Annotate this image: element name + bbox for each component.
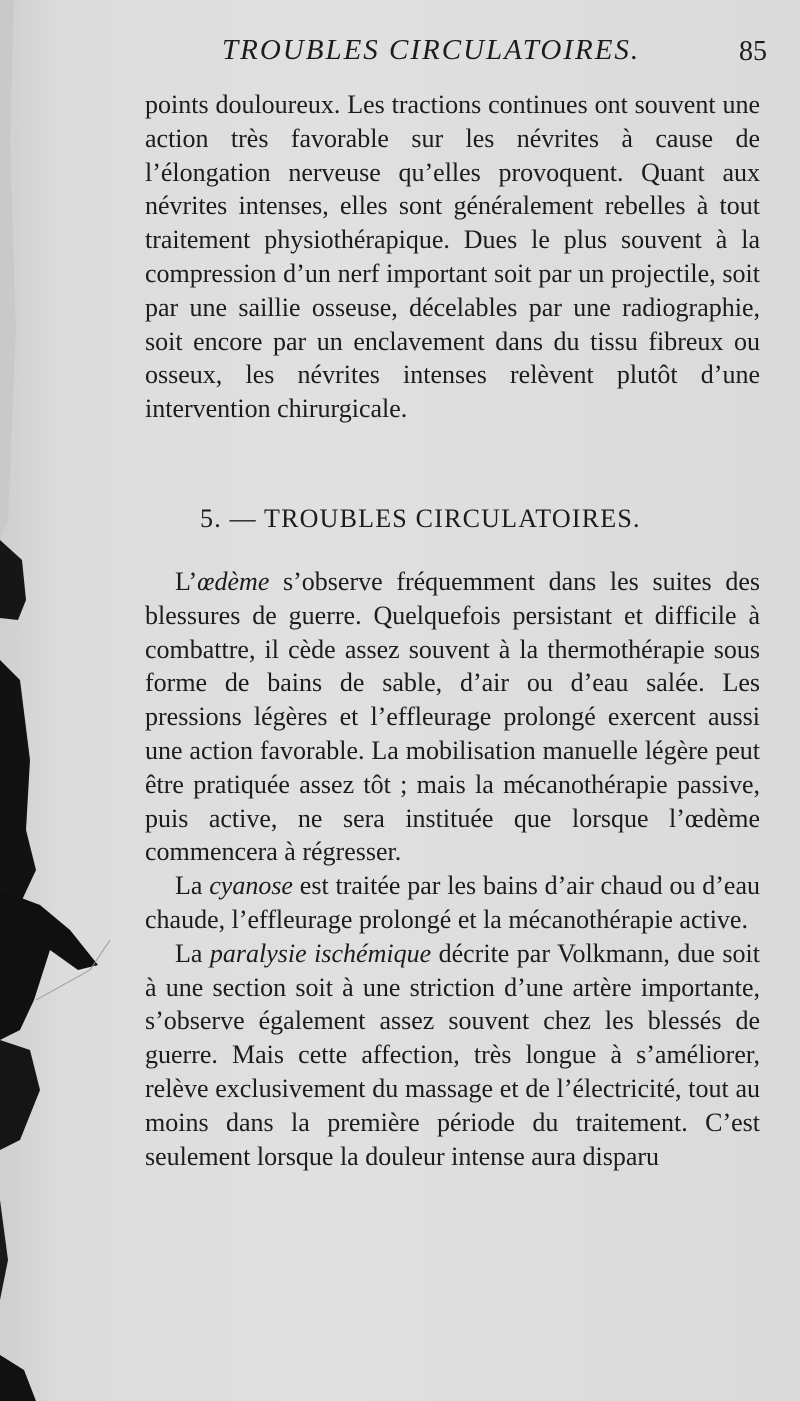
- cyanose-lead: La: [175, 871, 210, 901]
- section-body: [145, 565, 760, 1173]
- continuation-text: [145, 88, 760, 426]
- oedeme-text: s’observe fréquemment dans les suites des blessures de guerre. Quelquefois persistant et difficile à combattre, il cède assez souvent à la thermothérapie sous forme de bains de sable, d’air ou d’eau salée. Les pressions légères et l’effleurage prolongé exercent aussi une action favorable. La mobilisation manuelle légère peut être pratiquée assez tôt ; mais la mécanothérapie passive, puis active, ne sera instituée que lorsque l’œdème commencera à régresser.: [145, 567, 760, 867]
- section-heading: 5. — TROUBLES CIRCULATOIRES.: [200, 504, 641, 533]
- term-paralysie: paralysie ischémique: [209, 938, 432, 968]
- oedeme-lead: L’: [175, 567, 198, 596]
- cyanose-text: est traitée par les bains d’air chaud ou d’eau chaude, l’effleurage prolongé et la mécanothérapie active.: [145, 871, 760, 934]
- paragraph-nevrites: points douloureux. Les tractions continues ont souvent une action très favorable sur les névrites à cause de l’élongation nerveuse qu’elles provoquent. Quant aux névrites intenses, elles sont généralement rebelles à tout traitement physiothérapique. Dues le plus souvent à la compression d’un nerf important soit par un projectile, soit par une saillie osseuse, décelables par une radiographie, soit encore par un enclavement dans du tissu fibreux ou osseux, les névrites intenses relèvent plutôt d’une intervention chirurgicale.: [145, 90, 760, 424]
- paragraph-oedeme: [145, 565, 760, 869]
- torn-page-edge: [0, 0, 120, 1401]
- term-cyanose: cyanose: [209, 871, 293, 901]
- page-number: 85: [739, 36, 767, 67]
- paralysie-text: décrite par Volkmann, due soit à une section soit à une striction d’une artère importante, s’observe également assez souvent chez les blessés de guerre. Mais cette affection, très longue à s’améliorer, relève exclusivement du massage et de l’électricité, tout au moins dans la première période du traitement. C’est seulement lorsque la douleur intense aura disparu: [145, 938, 760, 1171]
- paragraph-cyanose: [145, 869, 760, 937]
- running-header: [222, 34, 767, 74]
- term-oedeme: œdème: [197, 567, 270, 596]
- paralysie-lead: La: [175, 938, 210, 968]
- running-title: TROUBLES CIRCULATOIRES.: [222, 34, 641, 66]
- paragraph-paralysie: [145, 937, 760, 1174]
